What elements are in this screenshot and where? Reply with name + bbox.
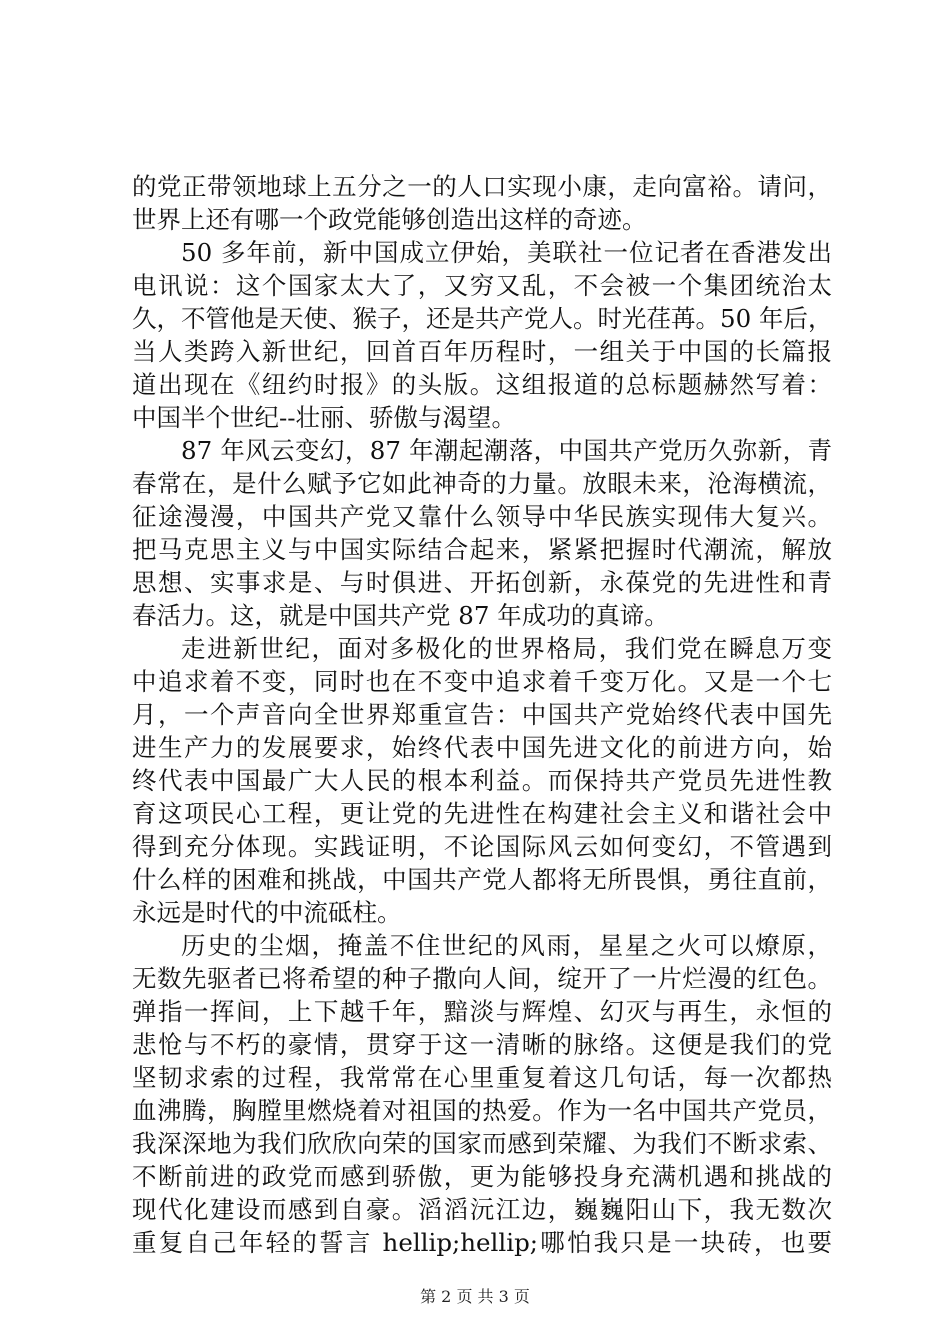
text-line: 悲怆与不朽的豪情，贯穿于这一清晰的脉络。这便是我们的党 xyxy=(132,1030,832,1059)
body-text xyxy=(132,170,832,1259)
text-line: 征途漫漫，中国共产党又靠什么领导中华民族实现伟大复兴。 xyxy=(132,502,832,531)
text-line: 50 多年前，新中国成立伊始，美联社一位记者在香港发出 xyxy=(181,238,832,267)
text-line: 得到充分体现。实践证明，不论国际风云如何变幻，不管遇到 xyxy=(132,832,832,861)
text-line: 思想、实事求是、与时俱进、开拓创新，永葆党的先进性和青 xyxy=(132,568,832,597)
paragraph xyxy=(132,632,832,929)
text-line: 道出现在《纽约时报》的头版。这组报道的总标题赫然写着： xyxy=(132,370,832,399)
text-line: 无数先驱者已将希望的种子撒向人间，绽开了一片烂漫的红色。 xyxy=(132,964,832,993)
text-line: 87 年风云变幻，87 年潮起潮落，中国共产党历久弥新，青 xyxy=(181,436,832,465)
paragraph xyxy=(132,170,832,236)
page-number-footer: 第 2 页 共 3 页 xyxy=(420,1287,530,1306)
text-line: 进生产力的发展要求，始终代表中国先进文化的前进方向，始 xyxy=(132,733,832,762)
paragraph xyxy=(132,236,832,434)
text-line: 中追求着不变，同时也在不变中追求着千变万化。又是一个七 xyxy=(132,667,832,696)
text-line: 育这项民心工程，更让党的先进性在构建社会主义和谐社会中 xyxy=(132,799,832,828)
text-line: 坚韧求索的过程，我常常在心里重复着这几句话，每一次都热 xyxy=(132,1063,832,1092)
text-line: 中国半个世纪--壮丽、骄傲与渴望。 xyxy=(132,403,517,432)
text-line: 的党正带领地球上五分之一的人口实现小康，走向富裕。请问， xyxy=(132,172,832,201)
text-line: 世界上还有哪一个政党能够创造出这样的奇迹。 xyxy=(132,205,647,234)
text-line: 永远是时代的中流砥柱。 xyxy=(132,898,402,927)
text-line: 走进新世纪，面对多极化的世界格局，我们党在瞬息万变 xyxy=(181,634,832,663)
text-line: 什么样的困难和挑战，中国共产党人都将无所畏惧，勇往直前， xyxy=(132,865,832,894)
text-line: 历史的尘烟，掩盖不住世纪的风雨，星星之火可以燎原， xyxy=(181,931,832,960)
text-line: 当人类跨入新世纪，回首百年历程时，一组关于中国的长篇报 xyxy=(132,337,832,366)
text-line: 春活力。这，就是中国共产党 87 年成功的真谛。 xyxy=(132,601,669,630)
text-line: 现代化建设而感到自豪。滔滔沅江边，巍巍阳山下，我无数次 xyxy=(132,1195,832,1224)
text-line: 我深深地为我们欣欣向荣的国家而感到荣耀、为我们不断求索、 xyxy=(132,1129,832,1158)
text-line: 弹指一挥间，上下越千年，黯淡与辉煌、幻灭与再生，永恒的 xyxy=(132,997,832,1026)
text-line: 久，不管他是天使、猴子，还是共产党人。时光荏苒。50 年后， xyxy=(132,304,832,333)
text-line: 月，一个声音向全世界郑重宣告：中国共产党始终代表中国先 xyxy=(132,700,832,729)
text-line: 重复自己年轻的誓言 hellip;hellip;哪怕我只是一块砖，也要 xyxy=(132,1228,832,1257)
text-line: 不断前进的政党而感到骄傲，更为能够投身充满机遇和挑战的 xyxy=(132,1162,832,1191)
paragraph xyxy=(132,434,832,632)
text-line: 终代表中国最广大人民的根本利益。而保持共产党员先进性教 xyxy=(132,766,832,795)
text-line: 春常在，是什么赋予它如此神奇的力量。放眼未来，沧海横流， xyxy=(132,469,832,498)
text-line: 血沸腾，胸膛里燃烧着对祖国的热爱。作为一名中国共产党员， xyxy=(132,1096,832,1125)
text-line: 把马克思主义与中国实际结合起来，紧紧把握时代潮流，解放 xyxy=(132,535,832,564)
text-line: 电讯说：这个国家太大了，又穷又乱，不会被一个集团统治太 xyxy=(132,271,832,300)
paragraph xyxy=(132,929,832,1259)
